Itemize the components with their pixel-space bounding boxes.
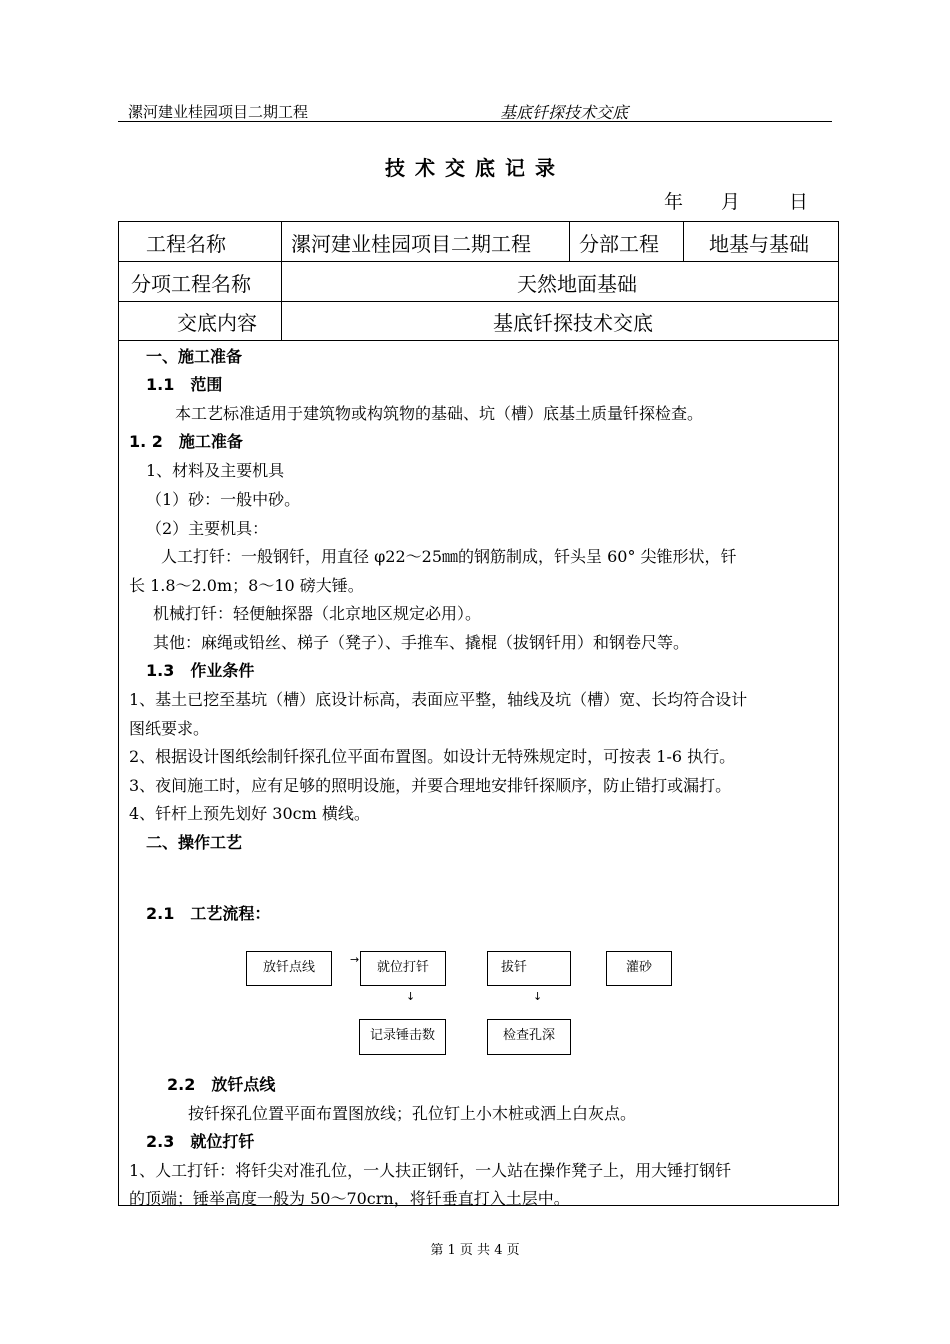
date-day: 日 xyxy=(789,191,809,213)
date-year: 年 xyxy=(664,191,684,213)
subsection-heading: 1.1 范围 xyxy=(146,375,223,394)
project-label: 工程名称 xyxy=(146,232,226,256)
page-footer: 第 1 页 共 4 页 xyxy=(430,1243,520,1258)
paragraph: 2、根据设计图纸绘制钎探孔位平面布置图。如设计无特殊规定时，可按表 1-6 执行。 xyxy=(129,747,736,766)
flow-step-mark-points xyxy=(246,951,332,986)
header-project: 漯河建业桂园项目二期工程 xyxy=(128,103,309,121)
subsection-heading: 2.3 就位打钎 xyxy=(146,1132,255,1151)
content-label: 交底内容 xyxy=(177,311,257,335)
paragraph: 1、人工打钎：将钎尖对准孔位，一人扶正钢钎，一人站在操作凳子上，用大锤打钢钎 xyxy=(129,1161,732,1180)
header-doc-title: 基底钎探技术交底 xyxy=(500,103,629,122)
flow-step-record-blows xyxy=(359,1019,446,1055)
paragraph: 3、夜间施工时，应有足够的照明设施，并要合理地安排钎探顺序，防止错打或漏打。 xyxy=(129,776,732,795)
paragraph: 的顶端；锤举高度一般为 50～70crn，将钎垂直打入土层中。 xyxy=(129,1189,570,1208)
project-value: 漯河建业桂园项目二期工程 xyxy=(291,232,531,256)
paragraph: 按钎探孔位置平面布置图放线；孔位钉上小木桩或洒上白灰点。 xyxy=(188,1104,637,1123)
division-value: 地基与基础 xyxy=(709,232,809,256)
subsection-heading: 1. 2 施工准备 xyxy=(129,432,243,451)
subsection-heading: 1.3 作业条件 xyxy=(146,661,255,680)
flow-step-fill-sand xyxy=(606,951,672,986)
content-value: 基底钎探技术交底 xyxy=(493,311,653,335)
flow-step-drive-rod xyxy=(360,951,446,986)
section-heading: 二、操作工艺 xyxy=(146,833,243,852)
subsection-heading: 2.2 放钎点线 xyxy=(167,1075,276,1094)
flow-step-label: 拔钎 xyxy=(500,960,527,975)
flow-step-label: 灌砂 xyxy=(625,960,652,975)
subitem-value: 天然地面基础 xyxy=(517,272,637,296)
paragraph: 人工打钎：一般钢钎，用直径 φ22～25㎜的钢筋制成，钎头呈 60° 尖锥形状，钎 xyxy=(161,547,737,566)
paragraph: 其他：麻绳或铅丝、梯子（凳子）、手推车、撬棍（拔钢钎用）和钢卷尺等。 xyxy=(153,633,690,652)
page-title: 技术交底记录 xyxy=(385,156,565,180)
row-divider xyxy=(119,340,838,341)
record-table xyxy=(118,221,839,1206)
arrow-down-icon: ↓ xyxy=(533,990,543,1003)
col-divider xyxy=(281,222,282,340)
paragraph: （2）主要机具： xyxy=(146,519,269,538)
paragraph: 1、材料及主要机具 xyxy=(146,461,285,480)
flow-step-label: 就位打钎 xyxy=(376,960,429,975)
row-divider xyxy=(119,261,838,262)
flow-step-pull-rod xyxy=(487,951,571,986)
row-divider xyxy=(119,301,838,302)
division-label: 分部工程 xyxy=(579,232,659,256)
date-month: 月 xyxy=(721,191,741,213)
arrow-down-icon: ↓ xyxy=(406,990,416,1003)
header-rule xyxy=(118,121,832,122)
paragraph: 长 1.8～2.0m；8～10 磅大锤。 xyxy=(129,576,364,595)
paragraph: 机械打钎：轻便触探器（北京地区规定必用）。 xyxy=(153,604,482,623)
paragraph: 图纸要求。 xyxy=(129,719,210,738)
flow-step-label: 检查孔深 xyxy=(502,1028,555,1043)
paragraph: 1、基土已挖至基坑（槽）底设计标高，表面应平整，轴线及坑（槽）宽、长均符合设计 xyxy=(129,690,748,709)
flow-step-label: 放钎点线 xyxy=(262,960,315,975)
flow-step-label: 记录锤击数 xyxy=(369,1028,435,1043)
col-divider xyxy=(683,222,684,261)
paragraph: （1）砂：一般中砂。 xyxy=(146,490,301,509)
section-heading: 一、施工准备 xyxy=(146,347,243,366)
subitem-label: 分项工程名称 xyxy=(131,272,251,296)
paragraph: 本工艺标准适用于建筑物或构筑物的基础、坑（槽）底基土质量钎探检查。 xyxy=(175,404,704,423)
arrow-right-icon: → xyxy=(350,953,360,966)
subsection-heading: 2.1 工艺流程： xyxy=(146,904,271,923)
paragraph: 4、钎杆上预先划好 30cm 横线。 xyxy=(129,804,370,823)
flow-step-check-depth xyxy=(487,1019,571,1055)
col-divider xyxy=(569,222,570,261)
